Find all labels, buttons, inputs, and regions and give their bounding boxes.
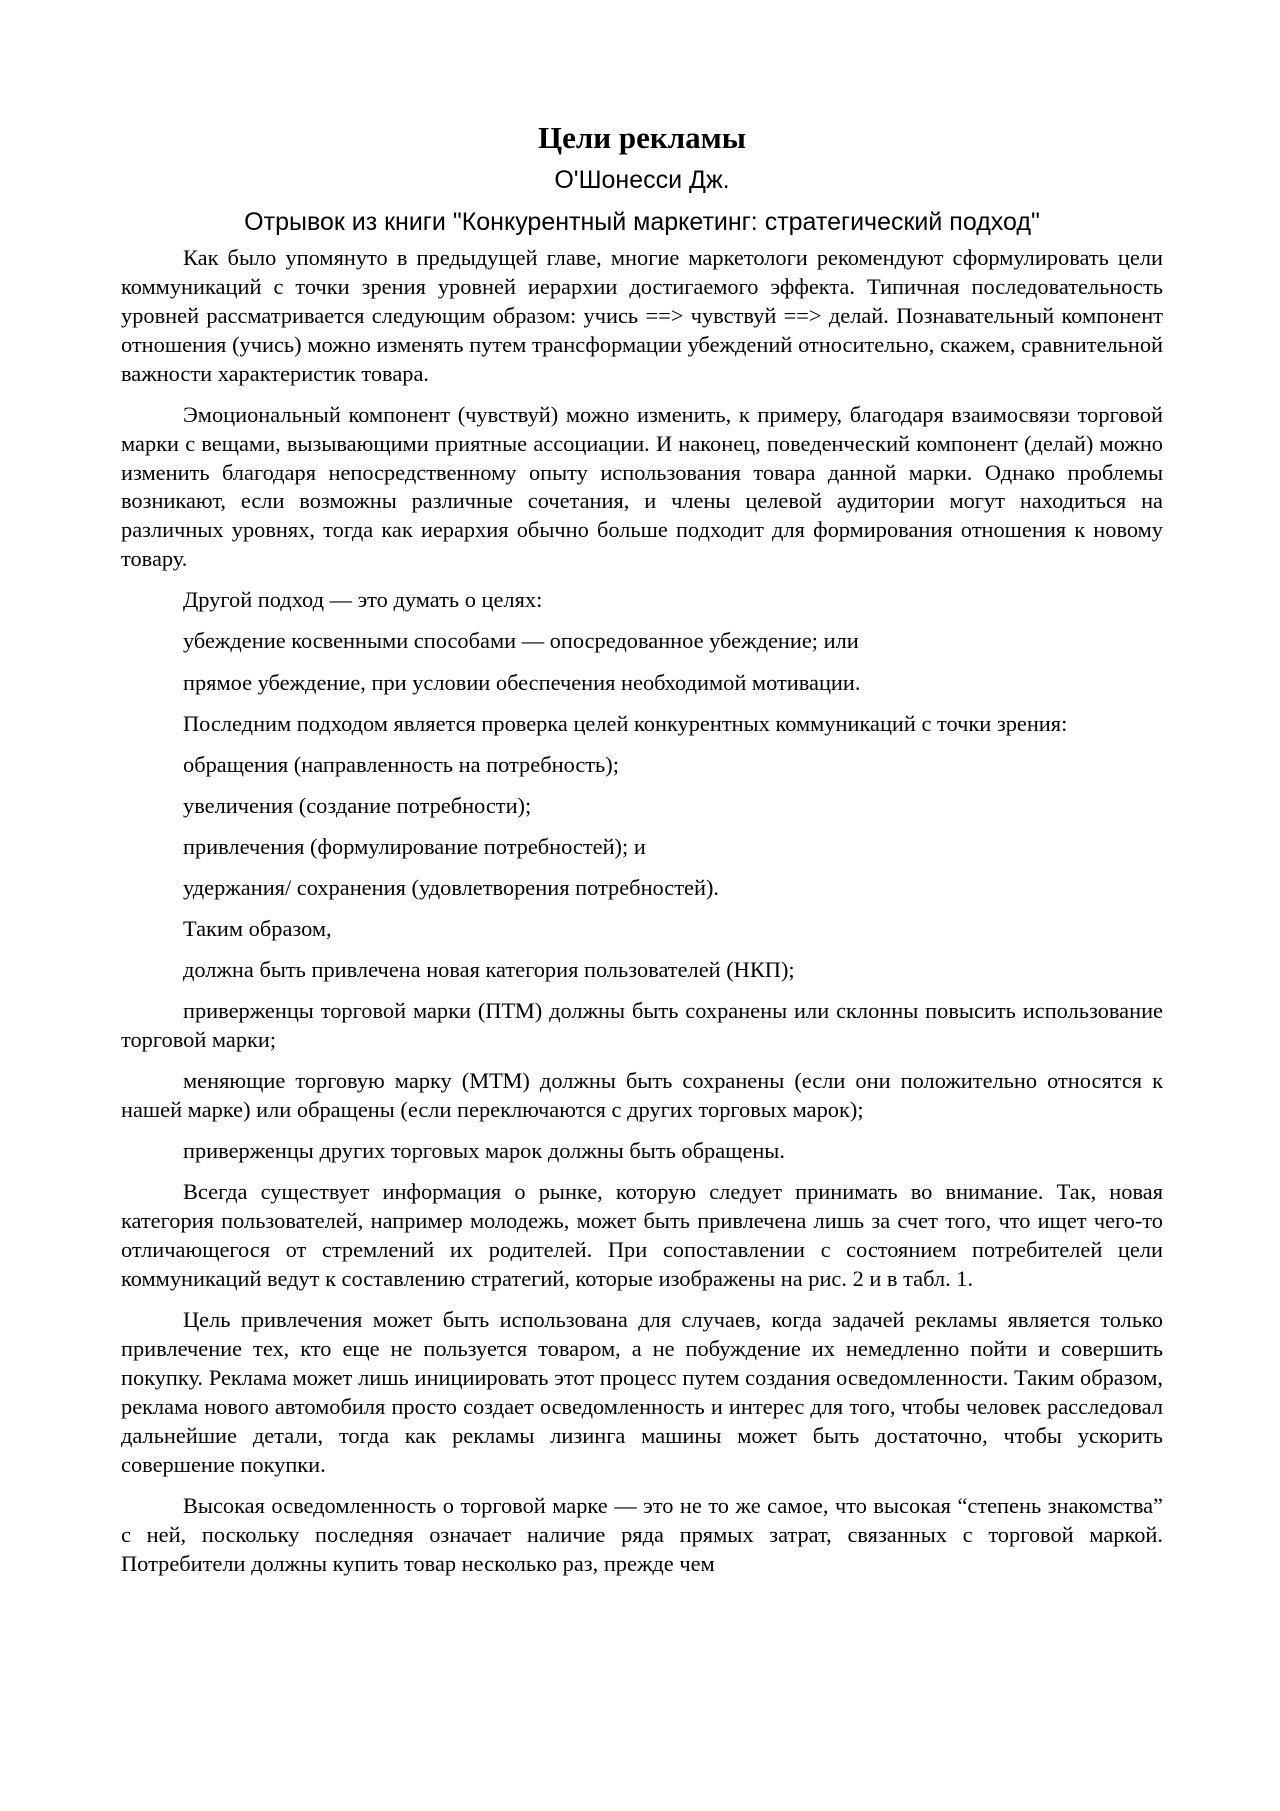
list-item: приверженцы торговой марки (ПТМ) должны быть сохранены или склонны повысить использование торговой марки; [121,998,1163,1053]
list-item: меняющие торговую марку (МТМ) должны быть сохранены (если они положительно относятся к нашей марке) или обращены (если переключаются с других торговых марок); [121,1068,1163,1123]
paragraph: Высокая осведомленность о торговой марке — это не то же самое, что высокая “степень знакомства” с ней, поскольку последняя означает наличие ряда прямых затрат, связанных с торговой маркой. Потребители должны купить товар несколько раз, прежде чем [121,1492,1163,1576]
paragraph: Другой подход — это думать о целях: [183,587,543,613]
paragraph: Цель привлечения может быть использована для случаев, когда задачей рекламы является только привлечение тех, кто еще не пользуется товаром, а не побуждение их немедленно пойти и совершить покупку. Реклама может лишь инициировать этот процесс путем создания осведомленности. Таким образом, реклама нового автомобиля просто создает осведомленность и интерес для того, чтобы человек расследовал дальнейшие детали, тогда как рекламы лизинга машины может быть достаточно, чтобы ускорить совершение покупки. [121,1307,1163,1477]
page-title: Цели рекламы [538,120,746,155]
list-item: должна быть привлечена новая категория пользователей (НКП); [183,957,795,983]
paragraph: Таким образом, [183,916,332,942]
list-item: убеждение косвенными способами — опосредованное убеждение; или [183,628,859,654]
list-item: прямое убеждение, при условии обеспечения необходимой мотивации. [183,669,861,695]
document-body [121,244,1163,1579]
list-item: увеличения (создание потребности); [183,792,532,818]
paragraph: Последним подходом является проверка целей конкурентных коммуникаций с точки зрения: [183,710,1068,736]
list-item: приверженцы других торговых марок должны быть обращены. [183,1138,785,1164]
list-item: привлечения (формулирование потребностей); и [183,833,646,859]
paragraph: Эмоциональный компонент (чувствуй) можно изменить, к примеру, благодаря взаимосвязи торговой марки с вещами, вызывающими приятные ассоциации. И наконец, поведенческий компонент (делай) можно изменить благодаря непосредственному опыту использования товара данной марки. Однако проблемы возникают, если возможны различные сочетания, и члены целевой аудитории могут находиться на различных уровнях, тогда как иерархия обычно больше подходит для формирования отношения к новому товару. [121,401,1163,572]
paragraph: Как было упомянуто в предыдущей главе, многие маркетологи рекомендуют сформулировать цели коммуникаций с точки зрения уровней иерархии достигаемого эффекта. Типичная последовательность уровней рассматривается следующим образом: учись ==> чувствуй ==> делай. Познавательный компонент отношения (учись) можно изменять путем трансформации убеждений относительно, скажем, сравнительной важности характеристик товара. [121,245,1163,386]
paragraph: Всегда существует информация о рынке, которую следует принимать во внимание. Так, новая категория пользователей, например молодежь, может быть привлечена лишь за счет того, что ищет чего-то отличающегося от стремлений их родителей. При сопоставлении с состоянием потребителей цели коммуникаций ведут к составлению стратегий, которые изображены на рис. 2 и в табл. 1. [121,1179,1163,1292]
list-item: удержания/ сохранения (удовлетворения потребностей). [183,875,719,900]
list-item: обращения (направленность на потребность); [183,751,619,777]
author-line: О'Шонесси Дж. [554,166,730,194]
document-page [121,118,1163,1591]
subtitle-line: Отрывок из книги "Конкурентный маркетинг: стратегический подход" [244,208,1040,236]
